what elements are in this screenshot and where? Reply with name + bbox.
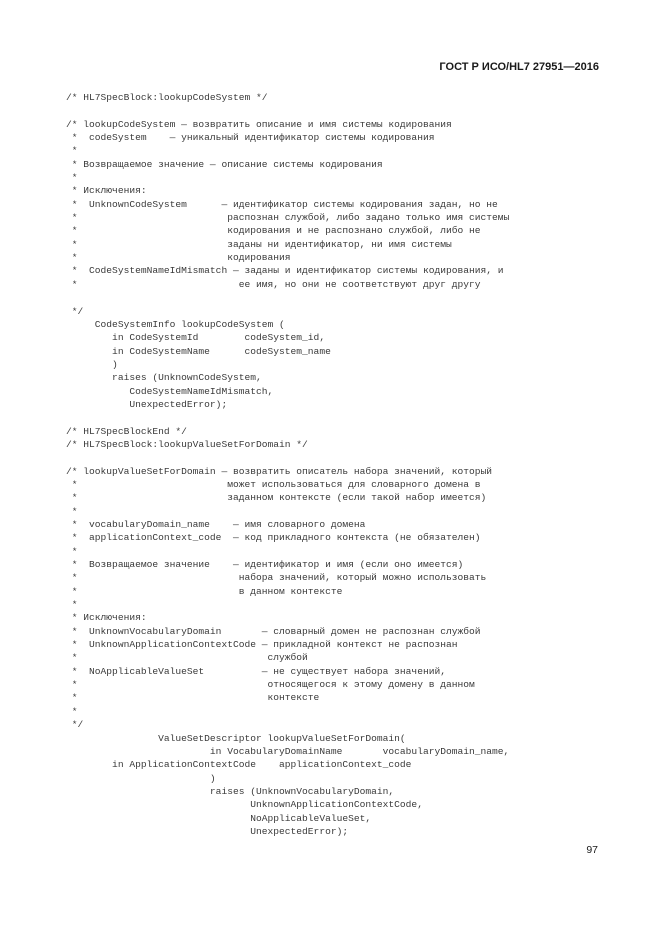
code-line: UnexpectedError); [66,825,349,837]
code-line [66,411,509,424]
code-line: * NoApplicableValueSet — не существует набора значений, [66,665,446,677]
code-line: * Возвращаемое значение — идентификатор и имя (если оно имеется) [66,559,464,571]
code-line: CodeSystemInfo lookupCodeSystem ( [66,318,285,330]
code-line: * Возвращаемое значение — описание системы кодирования [66,158,383,170]
code-line: raises (UnknownVocabularyDomain, [66,785,395,797]
page-number: 97 [586,844,598,856]
code-line: * заданы ни идентификатор, ни имя системы [66,238,452,250]
code-line: * в данном контексте [66,585,343,597]
code-line: ) [66,772,216,784]
code-line: * набора значений, который можно использовать [66,572,487,584]
code-line: * Исключения: [66,612,147,624]
code-line: * UnknownApplicationContextCode — прикладной контекст не распознан [66,639,458,651]
code-line: /* lookupValueSetForDomain — возвратить описатель набора значений, который [66,465,493,477]
code-line: /* HL7SpecBlock:lookupCodeSystem */ [66,92,268,103]
code-line: NoApplicableValueSet, [66,812,372,824]
code-line: in CodeSystemName codeSystem_name [66,345,331,357]
code-line: * заданном контексте (если такой набор имеется) [66,492,487,504]
code-line: * [66,172,78,184]
code-line: * [66,505,78,517]
code-line: * [66,599,78,611]
code-line: CodeSystemNameIdMismatch, [66,385,274,397]
code-line: /* HL7SpecBlock:lookupValueSetForDomain */ [66,438,308,450]
code-line: */ [66,719,84,731]
code-line: * [66,145,78,157]
code-line: * распознан службой, либо задано только имя системы [66,212,510,224]
code-line: in ApplicationContextCode applicationContext_code [66,759,412,771]
code-line [66,451,509,464]
code-line: * applicationContext_code — код прикладного контекста (не обязателен) [66,532,481,544]
code-line: * Исключения: [66,185,147,197]
code-line: * codeSystem — уникальный идентификатор системы кодирования [66,132,435,144]
code-line [66,291,509,304]
code-line: in CodeSystemId codeSystem_id, [66,332,326,344]
code-line: * кодирования и не распознано службой, либо не [66,225,481,237]
standard-header: ГОСТ Р ИСО/HL7 27951—2016 [439,61,599,73]
code-line: /* HL7SpecBlockEnd */ [66,425,187,437]
code-line: * службой [66,652,308,664]
code-line: raises (UnknownCodeSystem, [66,372,262,384]
code-line: /* lookupCodeSystem — возвратить описание и имя системы кодирования [66,118,452,130]
code-line: * UnknownVocabularyDomain — словарный домен не распознан службой [66,625,481,637]
code-line: * [66,705,78,717]
code-line: */ [66,305,84,317]
code-line: ValueSetDescriptor lookupValueSetForDomain( [66,732,406,744]
code-line: * vocabularyDomain_name — имя словарного домена [66,519,366,530]
code-line: * кодирования [66,252,291,264]
code-line: * CodeSystemNameIdMismatch — заданы и идентификатор системы кодирования, и [66,265,504,277]
code-listing [66,91,509,838]
code-line: * контексте [66,692,320,704]
code-line: * относящегося к этому домену в данном [66,679,475,691]
code-line: * может использоваться для словарного домена в [66,478,481,490]
code-line: UnknownApplicationContextCode, [66,799,423,811]
code-line: UnexpectedError); [66,398,228,410]
code-line: ) [66,358,118,370]
code-line: * ее имя, но они не соответствуют друг другу [66,278,481,290]
code-line: * [66,545,78,557]
code-line: * UnknownCodeSystem — идентификатор системы кодирования задан, но не [66,198,498,210]
code-line [66,104,509,117]
code-line: in VocabularyDomainName vocabularyDomain_name, [66,745,510,757]
